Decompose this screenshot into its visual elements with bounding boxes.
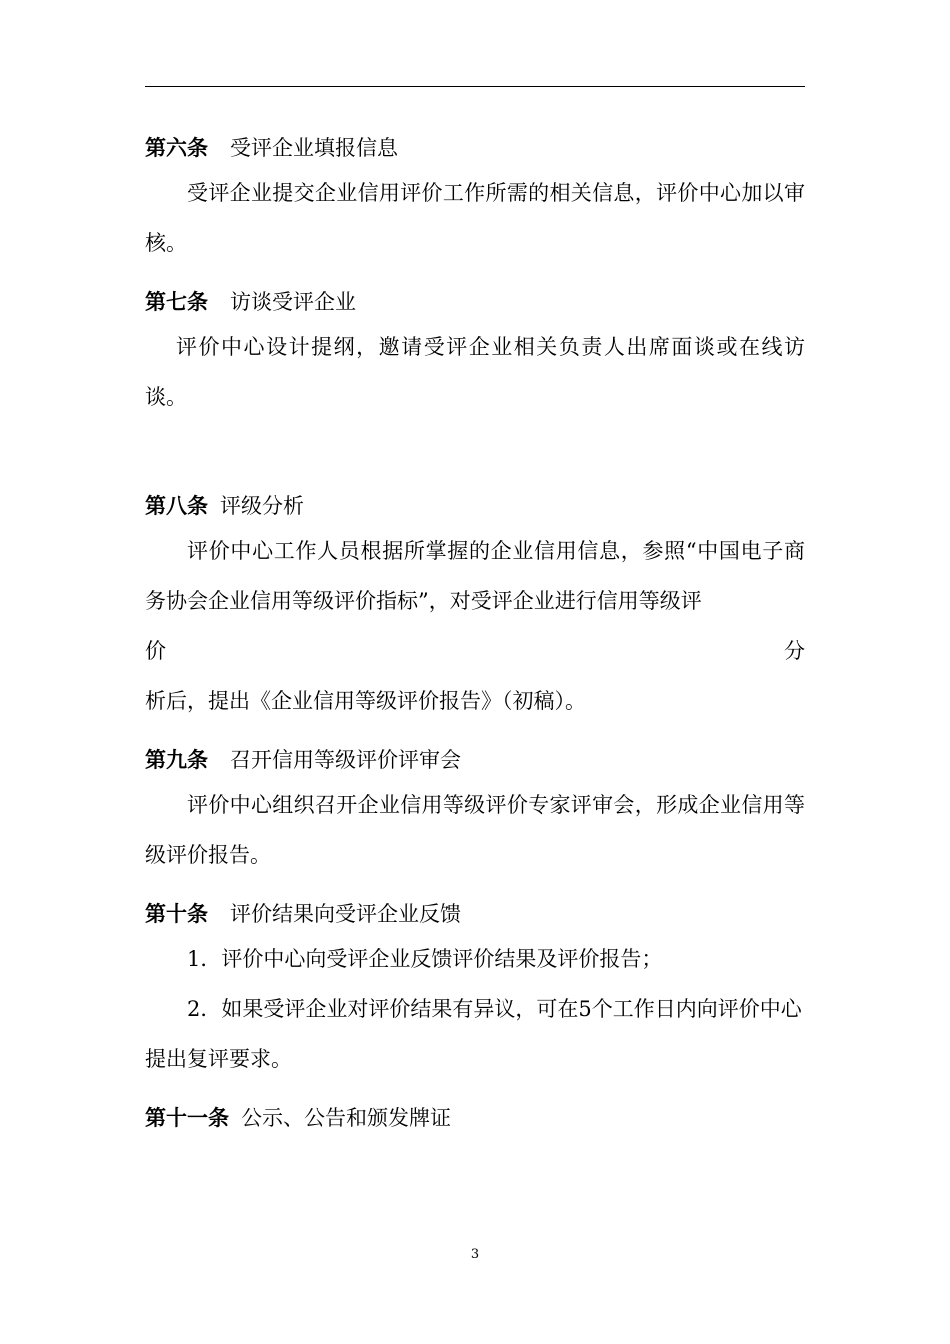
article-title: 公示、公告和颁发牌证 [241, 1106, 451, 1130]
article-9-heading [145, 740, 805, 780]
list-item: 2．如果受评企业对评价结果有异议，可在5个工作日内向评价中心提出复评要求。 [145, 997, 802, 1071]
article-number: 第十一条 [145, 1105, 229, 1130]
article-8-body: 评价中心工作人员根据所掌握的企业信用信息，参照“中国电子商务协会企业信用等级评价指标”，对受评企业进行信用等级评 [145, 539, 805, 613]
article-title: 评级分析 [220, 494, 304, 518]
article-title: 评价结果向受评企业反馈 [230, 902, 461, 926]
header-rule [145, 86, 805, 87]
article-number: 第六条 [145, 135, 208, 160]
article-6-heading [145, 128, 805, 168]
article-8-heading [145, 486, 805, 526]
article-number: 第七条 [145, 289, 208, 314]
article-title: 访谈受评企业 [230, 290, 356, 314]
page-number: 3 [470, 1247, 480, 1262]
document-body [145, 128, 805, 1138]
article-8-tail: 析后，提出《企业信用等级评价报告》（初稿）。 [145, 689, 586, 713]
article-7-heading [145, 282, 805, 322]
article-title: 召开信用等级评价评审会 [230, 748, 461, 772]
article-6-body: 受评企业提交企业信用评价工作所需的相关信息，评价中心加以审核。 [145, 181, 805, 255]
article-11-heading [145, 1098, 805, 1138]
article-7-body: 评价中心设计提纲，邀请受评企业相关负责人出席面谈或在线访谈。 [145, 335, 805, 409]
article-number: 第十条 [145, 901, 208, 926]
article-10-heading [145, 894, 805, 934]
article-8-justified-line [145, 626, 805, 676]
article-number: 第九条 [145, 747, 208, 772]
article-number: 第八条 [145, 493, 208, 518]
list-item: 1．评价中心向受评企业反馈评价结果及评价报告； [187, 947, 663, 971]
article-9-body: 评价中心组织召开企业信用等级评价专家评审会，形成企业信用等级评价报告。 [145, 793, 805, 867]
split-left: 价 [145, 639, 166, 663]
article-title: 受评企业填报信息 [230, 136, 398, 160]
split-right: 分 [784, 639, 805, 663]
